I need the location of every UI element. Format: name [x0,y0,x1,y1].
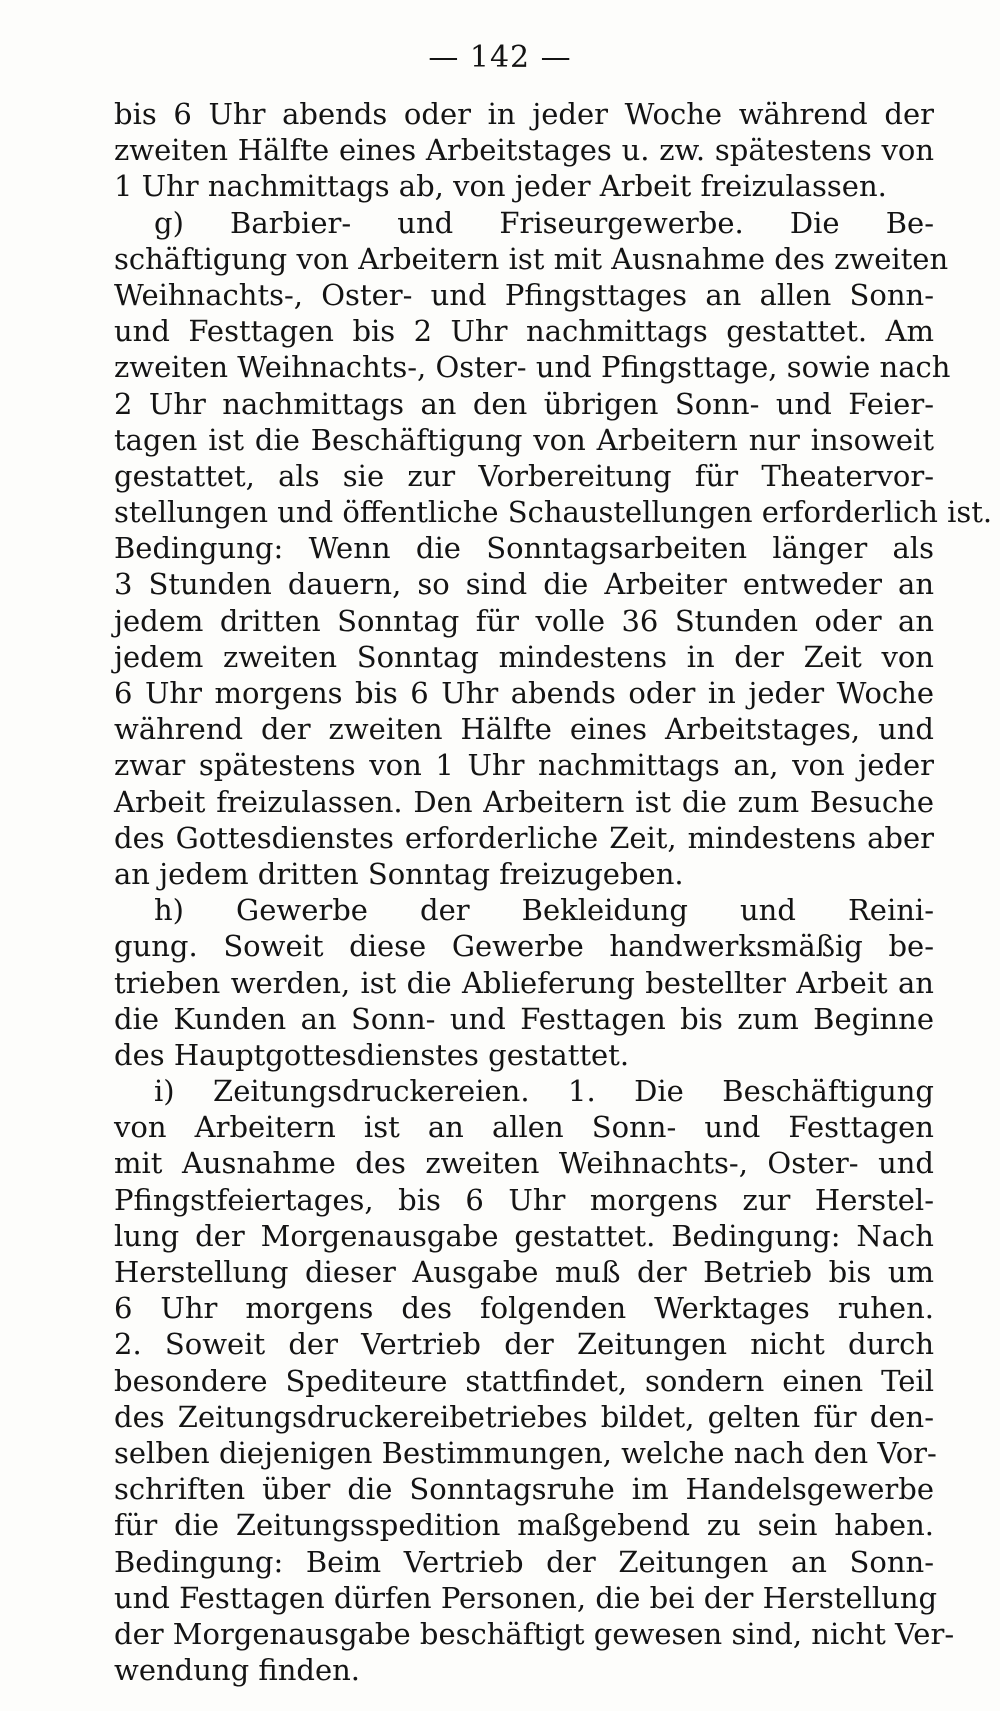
text-line: zweiten Weihnachts-, Oster- und Pfingsttage, sowie nach [114,350,951,385]
text-line: wendung finden. [114,1653,361,1688]
text-line: selben diejenigen Bestimmungen, welche nach den Vor- [114,1435,937,1470]
text-line: des Hauptgottesdienstes gestattet. [114,1037,630,1072]
text-line: lung der Morgenausgabe gestattet. Bedingung: Nach [114,1218,934,1253]
text-line: gung. Soweit diese Gewerbe handwerksmäßig be- [114,929,934,964]
text-line: 2 Uhr nachmittags an den übrigen Sonn- und Feier- [114,386,934,421]
text-line: der Morgenausgabe beschäftigt gewesen sind, nicht Ver- [114,1616,955,1651]
text-line: besondere Spediteure stattfindet, sondern einen Teil [114,1363,934,1398]
text-line: und Festtagen dürfen Personen, die bei der Herstellung [114,1580,938,1615]
text-line: für die Zeitungsspedition maßgebend zu sein haben. [114,1508,934,1543]
text-line: des Zeitungsdruckereibetriebes bildet, gelten für den- [114,1399,934,1434]
text-line: an jedem dritten Sonntag freizugeben. [114,856,684,891]
section-heading-i: i) Zeitungsdruckereien. 1. Die Beschäftigung [154,1074,934,1109]
text-line: 3 Stunden dauern, so sind die Arbeiter entweder an [114,567,934,602]
text-line: 6 Uhr morgens bis 6 Uhr abends oder in jeder Woche [114,676,934,710]
text-line: 2. Soweit der Vertrieb der Zeitungen nicht durch [114,1327,934,1362]
text-line: des Gottesdienstes erforderliche Zeit, mindestens aber [114,820,934,855]
text-line: mit Ausnahme des zweiten Weihnachts-, Oster- und [114,1146,934,1181]
text-line: Pfingstfeiertages, bis 6 Uhr morgens zur Herstel- [114,1182,934,1217]
section-heading-h: h) Gewerbe der Bekleidung und Reini- [154,893,934,928]
page-number: — 142 — [428,40,572,75]
text-line: Weihnachts-, Oster- und Pfingsttages an allen Sonn- [114,277,934,312]
text-line: zwar spätestens von 1 Uhr nachmittags an, von jeder [114,748,934,783]
text-line: tagen ist die Beschäftigung von Arbeitern nur insoweit [114,422,934,457]
text-line: bis 6 Uhr abends oder in jeder Woche während der [114,97,934,131]
text-line: jedem zweiten Sonntag mindestens in der Zeit von [114,639,934,674]
text-line: Bedingung: Wenn die Sonntagsarbeiten länger als [114,531,934,566]
text-line: zweiten Hälfte eines Arbeitstages u. zw. spätestens von [114,133,934,168]
text-line: Bedingung: Beim Vertrieb der Zeitungen an Sonn- [114,1544,934,1579]
text-line: die Kunden an Sonn- und Festtagen bis zum Beginne [114,1001,934,1036]
text-line: schriften über die Sonntagsruhe im Handelsgewerbe [114,1472,934,1507]
text-line: stellungen und öffentliche Schaustellungen erforderlich ist. [114,495,993,530]
text-line: 1 Uhr nachmittags ab, von jeder Arbeit freizulassen. [114,169,887,204]
text-line: gestattet, als sie zur Vorbereitung für Theatervor- [114,458,934,493]
text-line: von Arbeitern ist an allen Sonn- und Festtagen [114,1110,934,1145]
text-line: während der zweiten Hälfte eines Arbeitstages, und [114,712,934,747]
text-line: jedem dritten Sonntag für volle 36 Stunden oder an [114,603,934,638]
text-line: Arbeit freizulassen. Den Arbeitern ist die zum Besuche [114,784,934,819]
text-line: Herstellung dieser Ausgabe muß der Betrieb bis um [114,1255,934,1289]
body-text [114,96,993,1688]
text-line: 6 Uhr morgens des folgenden Werktages ruhen. [114,1291,934,1326]
text-line: schäftigung von Arbeitern ist mit Ausnahme des zweiten [114,241,949,276]
text-line: und Festtagen bis 2 Uhr nachmittags gestattet. Am [114,314,934,349]
section-heading-g: g) Barbier- und Friseurgewerbe. Die Be- [154,205,934,240]
text-line: trieben werden, ist die Ablieferung bestellter Arbeit an [114,965,934,1000]
